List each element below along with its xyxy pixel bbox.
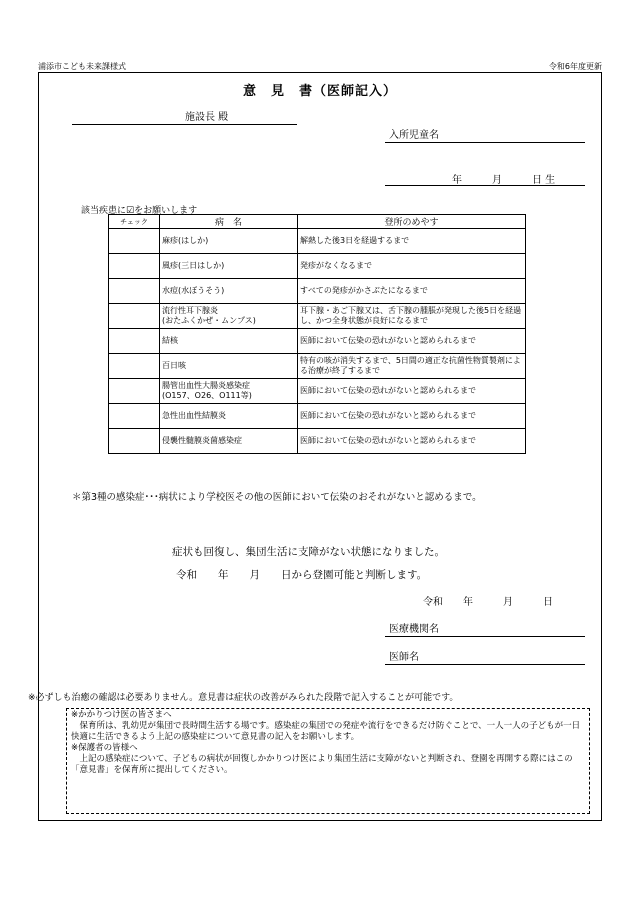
doctors-note-body: 保育所は、乳幼児が集団で長時間生活する場です。感染症の集団での発症や流行をできるだけ防ぐことで、一人一人の子どもが一日快適に生活できるよう上記の感染症について意見書の記入をお願いします。	[71, 721, 581, 742]
attendance-guide: 特有の咳が消失するまで、5日間の適正な抗菌性物質製剤による治療が終了するまで	[298, 354, 526, 379]
disease-name: 麻疹(はしか)	[160, 229, 298, 254]
attendance-guide: 解熱した後3日を経過するまで	[298, 229, 526, 254]
birth-date-label: 年 月 日 生	[452, 175, 556, 186]
table-row	[109, 379, 526, 404]
form-issuer: 浦添市こども未来課様式	[38, 62, 126, 71]
attendance-guide: 医師において伝染の恐れがないと認められるまで	[298, 329, 526, 354]
check-cell[interactable]	[109, 379, 160, 404]
attendance-guide: すべての発疹がかさぶたになるまで	[298, 279, 526, 304]
table-row	[109, 404, 526, 429]
check-cell[interactable]	[109, 354, 160, 379]
table-row	[109, 354, 526, 379]
table-row	[109, 329, 526, 354]
page-title: 意 見 書（医師記入）	[242, 84, 397, 99]
check-cell[interactable]	[109, 329, 160, 354]
doctors-note-heading: ※かかりつけ医の皆さまへ	[71, 710, 172, 720]
disease-name: 流行性耳下腺炎 (おたふくかぜ・ムンプス)	[160, 304, 298, 329]
table-row	[109, 279, 526, 304]
check-column-header: チェック	[109, 215, 160, 229]
attendance-guide: 医師において伝染の恐れがないと認められるまで	[298, 379, 526, 404]
guardians-note-heading: ※保護者の皆様へ	[71, 743, 138, 753]
guardians-note-body: 上記の感染症について、子どもの病状が回復しかかりつけ医により集団生活に支障がないと判断され、登園を再開する際にはこの「意見書」を保育所に提出してください。	[71, 754, 573, 775]
check-cell[interactable]	[109, 279, 160, 304]
check-cell[interactable]	[109, 254, 160, 279]
disease-name: 結核	[160, 329, 298, 354]
resume-date-statement[interactable]: 令和 年 月 日から登園可能と判断します。	[176, 569, 428, 581]
addressee: 施設長 殿	[185, 112, 229, 123]
cure-note: ※必ずしも治癒の確認は必要ありません。意見書は症状の改善がみられた段階で記入することが可能です。	[28, 693, 459, 703]
notice-box	[66, 708, 590, 814]
attendance-guide: 医師において伝染の恐れがないと認められるまで	[298, 404, 526, 429]
third-class-note: ＊第3種の感染症･･･病状により学校医その他の医師において伝染のおそれがないと認めるまで。	[72, 492, 482, 503]
disease-table	[108, 214, 526, 454]
table-row	[109, 229, 526, 254]
revision-note: 令和6年度更新	[548, 62, 602, 71]
check-cell[interactable]	[109, 429, 160, 454]
disease-name: 水痘(水ぼうそう)	[160, 279, 298, 304]
child-name-label: 入所児童名	[389, 130, 439, 141]
table-row	[109, 304, 526, 329]
check-cell[interactable]	[109, 304, 160, 329]
disease-name: 腸管出血性大腸炎感染症 (O157、O26、O111等)	[160, 379, 298, 404]
institution-field[interactable]	[385, 636, 585, 637]
guide-column-header: 登所のめやす	[298, 215, 526, 229]
child-name-field[interactable]	[385, 142, 585, 143]
check-cell[interactable]	[109, 229, 160, 254]
recovery-statement: 症状も回復し、集団生活に支障がない状態になりました。	[172, 546, 445, 558]
table-row	[109, 429, 526, 454]
attendance-guide: 医師において伝染の恐れがないと認められるまで	[298, 429, 526, 454]
disease-name: 急性出血性結膜炎	[160, 404, 298, 429]
attendance-guide: 耳下腺・あご下腺又は、舌下腺の腫脹が発現した後5日を経過し、かつ全身状態が良好になるまで	[298, 304, 526, 329]
check-cell[interactable]	[109, 404, 160, 429]
doctor-field[interactable]	[385, 664, 585, 665]
addressee-line	[72, 124, 297, 125]
doctor-label: 医師名	[389, 652, 419, 663]
disease-name: 風疹(三日はしか)	[160, 254, 298, 279]
disease-column-header: 病 名	[160, 215, 298, 229]
disease-name: 侵襲性髄膜炎菌感染症	[160, 429, 298, 454]
instruction: 該当疾患に☑をお願いします	[81, 206, 198, 216]
certification-date[interactable]: 令和 年 月 日	[423, 597, 553, 608]
attendance-guide: 発疹がなくなるまで	[298, 254, 526, 279]
table-row	[109, 254, 526, 279]
birth-date-field[interactable]	[385, 185, 585, 186]
disease-name: 百日咳	[160, 354, 298, 379]
institution-label: 医療機関名	[389, 624, 439, 635]
